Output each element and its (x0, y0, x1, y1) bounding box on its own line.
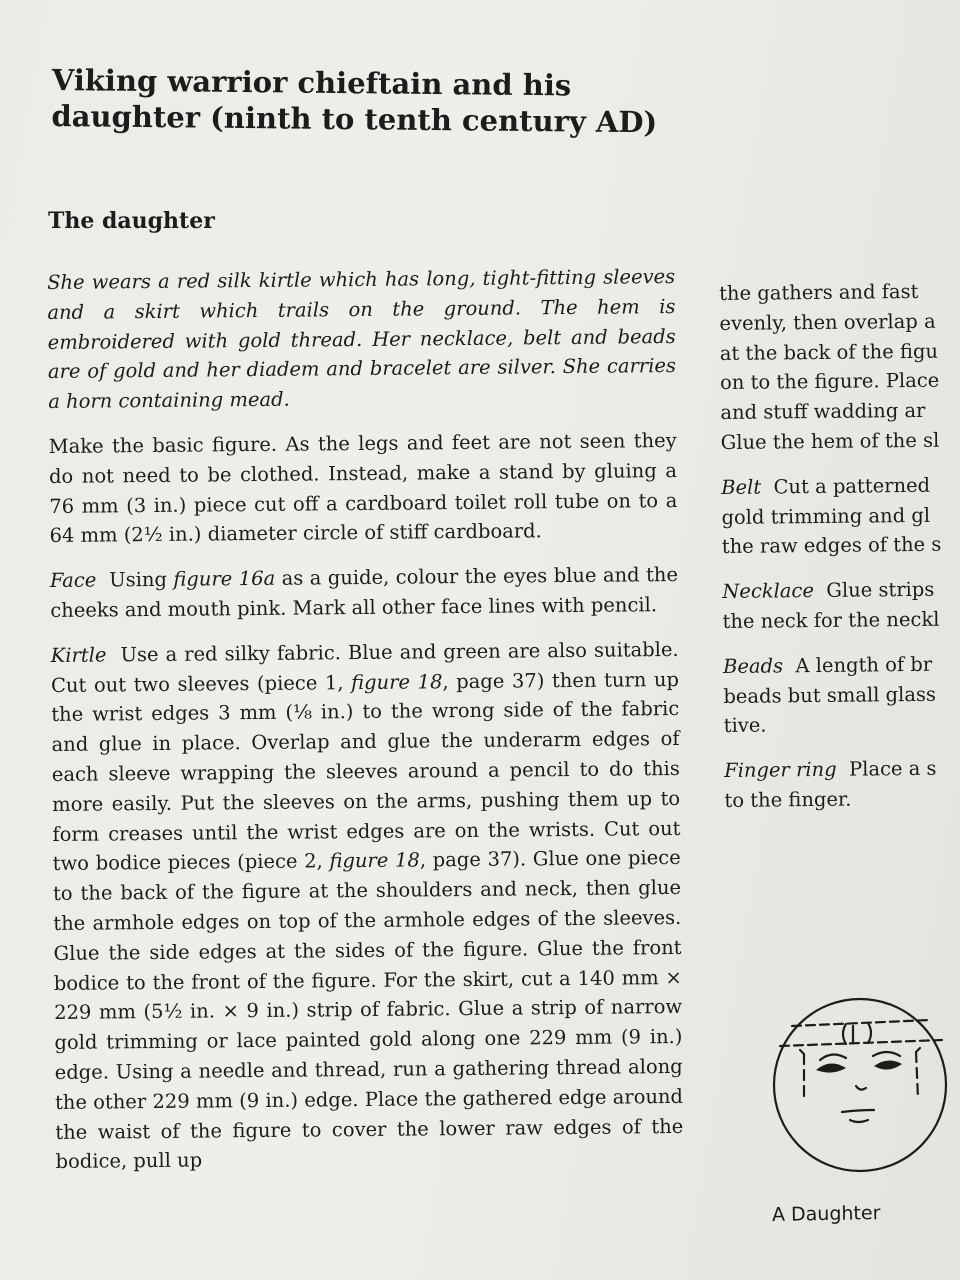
face-text-b: as a guide, colour the eyes blue and the cheeks and mouth pink. Mark all other face lines with pencil. (50, 563, 679, 622)
finger-ring-line: Place a s (848, 756, 937, 781)
left-eyebrow (820, 1054, 846, 1060)
nose-line (856, 1086, 866, 1090)
left-column (47, 262, 684, 1192)
necklace-paragraph (722, 574, 960, 637)
cont-line: and stuff wadding ar (720, 399, 926, 425)
diadem-top-line (792, 1020, 930, 1026)
face-text-a: Using (109, 567, 174, 592)
kirtle-term: Kirtle (50, 643, 107, 667)
kirtle-text-b: , page 37) then turn up the wrist edges 3 mm (⅛ in.) to the wrong side of the fabric and glue in place. Overlap and glue the underarm edges of each sleeve wrapping the sleeves around a pencil to do this more easily. Put the sleeves on the arms, pushing them up to form creases until the wrist edges are on the wrists. Cut out two bodice pieces (piece 2, (51, 667, 681, 876)
belt-line: gold trimming and gl (721, 503, 931, 529)
right-eyebrow (873, 1052, 900, 1056)
beads-paragraph (723, 649, 960, 742)
necklace-line: the neck for the neckl (722, 607, 940, 633)
finger-ring-term: Finger ring (724, 757, 837, 783)
section-heading: The daughter (48, 208, 215, 234)
face-figure-ref: figure 16a (173, 566, 276, 591)
cont-line: evenly, then overlap a (719, 309, 936, 335)
right-column (719, 276, 960, 831)
beads-line: tive. (723, 713, 767, 738)
belt-line: the raw edges of the s (721, 533, 942, 559)
diadem-center-ornament (843, 1023, 871, 1044)
cont-line: the gathers and fast (719, 279, 919, 305)
face-paragraph (50, 560, 679, 626)
beads-term: Beads (722, 654, 784, 678)
figure-caption: A Daughter (771, 1202, 881, 1226)
kirtle-text-c: , page 37). Glue one piece to the back of the figure at the shoulders and neck, then glue the armhole edges on top of the armhole edges of the sleeves. Glue the side edges at the sides of the figure. Glue the front bodice to the front of the figure. For the skirt, cut a 140 mm × 229 mm (5½ in. × 9 in.) strip of fabric. Glue a strip of narrow gold trimming or lace painted gold along one 229 mm (9 in.) edge. Using a needle and thread, run a gathering thread along the other 229 mm (9 in.) edge. Place the gathered edge around the waist of the figure to cover the lower raw edges of the bodice, pull up (52, 846, 684, 1174)
belt-term: Belt (721, 475, 762, 499)
title-line-2: daughter (ninth to tenth century AD) (51, 98, 658, 140)
beads-line: A length of br (795, 652, 933, 677)
belt-paragraph (721, 470, 960, 563)
intro-paragraph: She wears a red silk kirtle which has long, tight-fitting sleeves and a skirt which trails on the ground. The hem is embroidered with gold thread. Her necklace, belt and beads are of gold and her diadem and bracelet are silver. She carries a horn containing mead. (47, 264, 677, 414)
mouth-lower (850, 1120, 868, 1122)
kirtle-paragraph (51, 635, 684, 1177)
kirtle-figure-ref-1: figure 18 (351, 669, 443, 694)
cont-line: Glue the hem of the sl (720, 428, 940, 454)
cont-line: at the back of the figu (719, 339, 939, 365)
page-title (51, 62, 712, 141)
right-eye (874, 1060, 902, 1069)
kirtle-text-a: Use a red silky fabric. Blue and green are also suitable. Cut out two sleeves (piece 1, (50, 637, 679, 697)
belt-line: Cut a patterned (773, 473, 931, 499)
left-cheek-line (800, 1050, 804, 1100)
basic-figure-paragraph: Make the basic figure. As the legs and feet are not seen they do not need to be clothed. Instead, make a stand by gluing a 76 mm (3 in.) piece cut off a cardboard toilet roll tube on to a 64 mm (2½ in.) diameter circle of stiff cardboard. (48, 428, 678, 548)
finger-ring-paragraph (724, 753, 960, 816)
kirtle-figure-ref-2: figure 18 (329, 848, 420, 873)
cont-line: on to the figure. Place (719, 369, 940, 395)
mouth-line (842, 1110, 874, 1112)
continuation-paragraph (719, 276, 960, 458)
necklace-term: Necklace (722, 579, 815, 604)
left-eye (816, 1063, 846, 1072)
diadem-bottom-line (780, 1040, 942, 1046)
face-term: Face (49, 568, 97, 593)
finger-ring-line: to the finger. (724, 787, 852, 812)
beads-line: beads but small glass (723, 682, 937, 708)
daughter-face-diagram (770, 990, 950, 1180)
necklace-line: Glue strips (826, 577, 935, 603)
title-line-1: Viking warrior chieftain and his (51, 62, 572, 103)
right-cheek-line (916, 1048, 920, 1098)
